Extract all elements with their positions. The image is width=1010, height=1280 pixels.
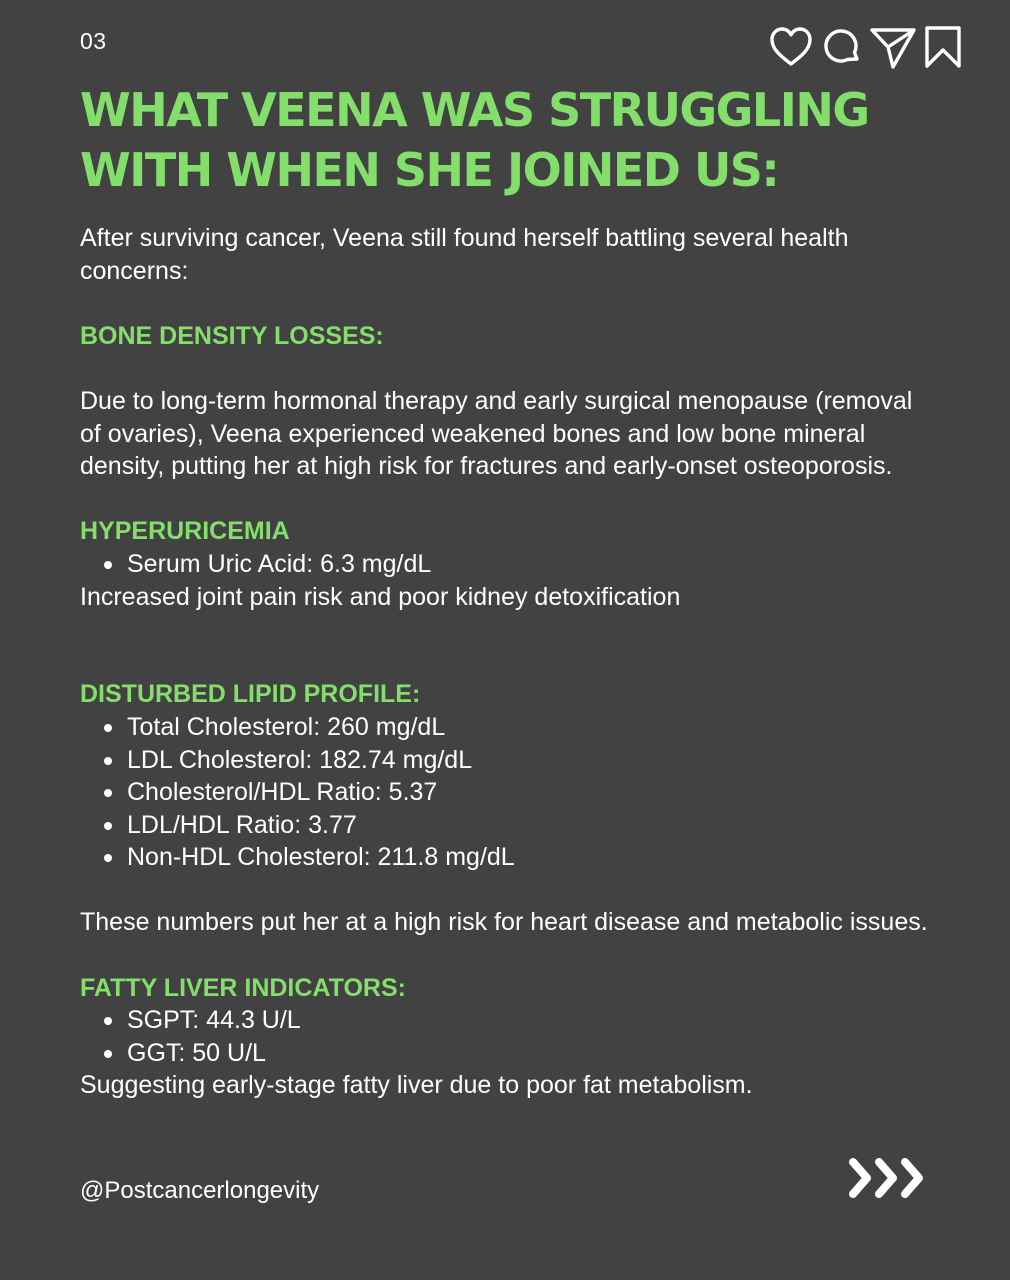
list-item: Cholesterol/HDL Ratio: 5.37 — [80, 776, 940, 809]
page-title: WHAT VEENA WAS STRUGGLING WITH WHEN SHE JOINED US: — [80, 83, 869, 197]
hyperuricemia-text: Increased joint pain risk and poor kidney detoxification — [80, 582, 681, 611]
send-icon[interactable] — [869, 25, 917, 71]
bone-density-text: Due to long-term hormonal therapy and early surgical menopause (removal of ovaries), Veena experienced weakened bones and low bone mineral density, putting her at high risk for fractures and early-onset osteoporosis. — [80, 386, 913, 481]
main-content — [80, 222, 940, 1102]
hyperuricemia-list — [80, 548, 940, 581]
bookmark-icon[interactable] — [923, 25, 963, 69]
list-item: Total Cholesterol: 260 mg/dL — [80, 711, 940, 744]
heart-icon[interactable] — [768, 24, 814, 70]
list-item: Serum Uric Acid: 6.3 mg/dL — [80, 548, 940, 581]
fatty-liver-heading: FATTY LIVER INDICATORS: — [80, 973, 406, 1002]
list-item: Non-HDL Cholesterol: 211.8 mg/dL — [80, 841, 940, 874]
intro-text: After surviving cancer, Veena still found herself battling several health concerns: — [80, 224, 849, 285]
post-actions — [768, 24, 962, 72]
list-item: LDL Cholesterol: 182.74 mg/dL — [80, 744, 940, 777]
fatty-liver-list — [80, 1004, 940, 1069]
comment-icon[interactable] — [821, 26, 863, 68]
list-item: LDL/HDL Ratio: 3.77 — [80, 809, 940, 842]
list-item: GGT: 50 U/L — [80, 1037, 940, 1070]
account-handle: @Postcancerlongevity — [80, 1177, 320, 1204]
lipid-profile-heading: DISTURBED LIPID PROFILE: — [80, 680, 421, 709]
page-number: 03 — [80, 28, 107, 54]
fatty-liver-text: Suggesting early-stage fatty liver due to poor fat metabolism. — [80, 1071, 753, 1100]
lipid-profile-list — [80, 711, 940, 874]
hyperuricemia-heading: HYPERURICEMIA — [80, 517, 290, 546]
list-item: SGPT: 44.3 U/L — [80, 1004, 940, 1037]
chevrons-right-icon[interactable] — [845, 1154, 935, 1202]
lipid-profile-text: These numbers put her at a high risk for heart disease and metabolic issues. — [80, 908, 928, 937]
bone-density-heading: BONE DENSITY LOSSES: — [80, 321, 384, 350]
